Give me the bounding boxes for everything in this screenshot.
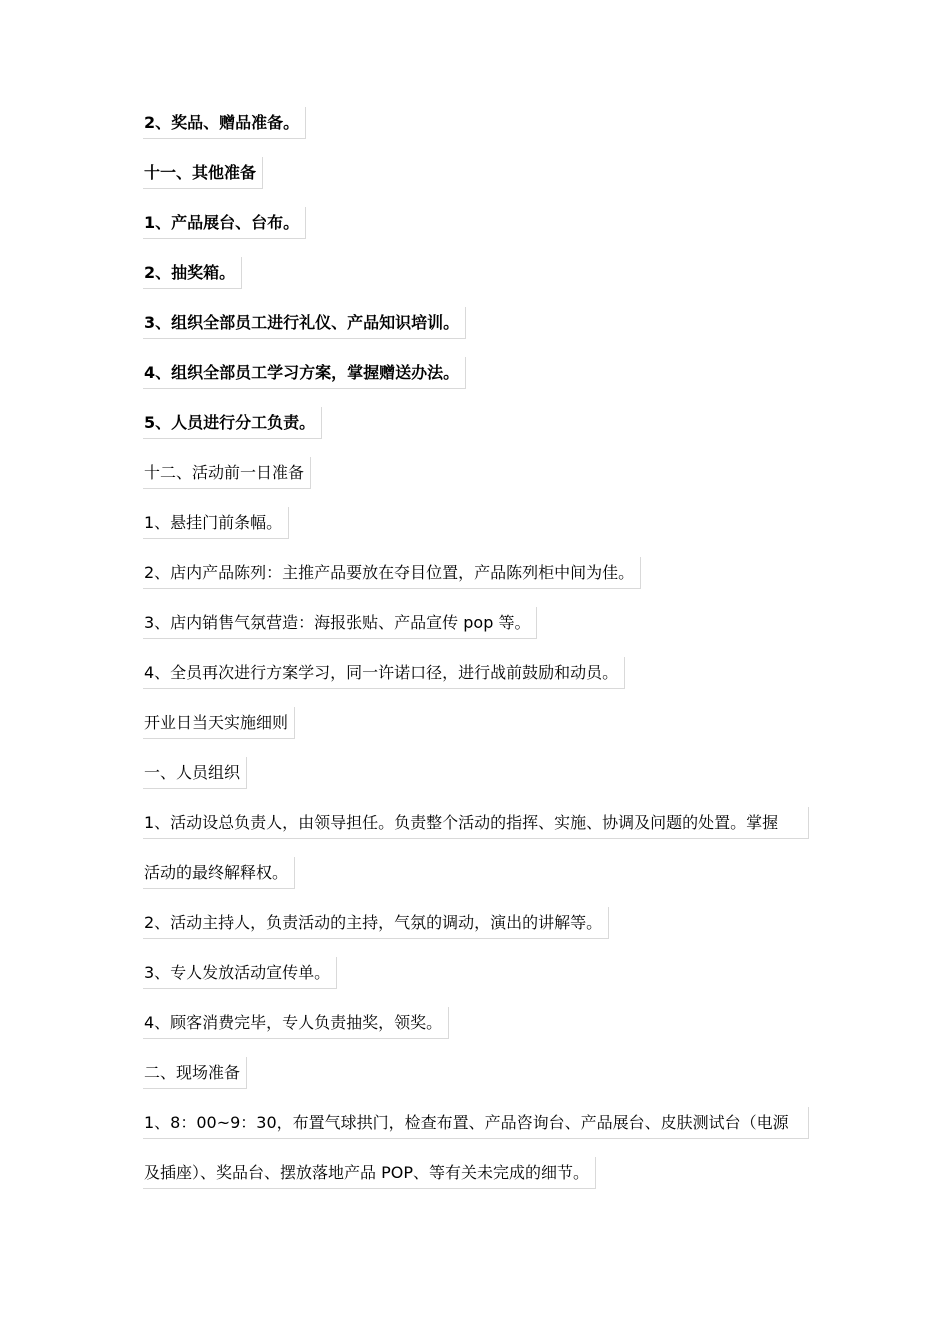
line-text: 4、顾客消费完毕，专人负责抽奖，领奖。 bbox=[143, 1007, 449, 1039]
line-text: 二、现场准备 bbox=[143, 1057, 247, 1089]
line-text: 十二、活动前一日准备 bbox=[143, 457, 311, 489]
text-line bbox=[143, 507, 823, 557]
line-text: 2、店内产品陈列：主推产品要放在夺目位置，产品陈列柜中间为佳。 bbox=[143, 557, 641, 589]
text-line bbox=[143, 557, 823, 607]
line-text: 2、活动主持人，负责活动的主持，气氛的调动，演出的讲解等。 bbox=[143, 907, 609, 939]
document-body bbox=[143, 107, 823, 1207]
text-line bbox=[143, 1007, 823, 1057]
line-text: 1、8：00~9：30，布置气球拱门，检查布置、产品咨询台、产品展台、皮肤测试台（电源 bbox=[143, 1107, 809, 1139]
text-line bbox=[143, 157, 823, 207]
line-text: 5、人员进行分工负责。 bbox=[143, 407, 322, 439]
line-text: 2、抽奖箱。 bbox=[143, 257, 242, 289]
text-line bbox=[143, 307, 823, 357]
text-line bbox=[143, 457, 823, 507]
text-line bbox=[143, 957, 823, 1007]
line-text: 活动的最终解释权。 bbox=[143, 857, 295, 889]
line-text: 3、专人发放活动宣传单。 bbox=[143, 957, 337, 989]
line-text: 1、活动设总负责人，由领导担任。负责整个活动的指挥、实施、协调及问题的处置。掌握 bbox=[143, 807, 809, 839]
text-line bbox=[143, 807, 823, 857]
text-line bbox=[143, 1157, 823, 1207]
line-text: 一、人员组织 bbox=[143, 757, 247, 789]
line-text: 4、全员再次进行方案学习，同一许诺口径，进行战前鼓励和动员。 bbox=[143, 657, 625, 689]
line-text: 2、奖品、赠品准备。 bbox=[143, 107, 306, 139]
line-text: 3、店内销售气氛营造：海报张贴、产品宣传 pop 等。 bbox=[143, 607, 537, 639]
text-line bbox=[143, 407, 823, 457]
line-text: 3、组织全部员工进行礼仪、产品知识培训。 bbox=[143, 307, 466, 339]
text-line bbox=[143, 857, 823, 907]
text-line bbox=[143, 1107, 823, 1157]
line-text: 4、组织全部员工学习方案，掌握赠送办法。 bbox=[143, 357, 466, 389]
text-line bbox=[143, 907, 823, 957]
line-text: 开业日当天实施细则 bbox=[143, 707, 295, 739]
line-text: 1、悬挂门前条幅。 bbox=[143, 507, 289, 539]
line-text: 十一、其他准备 bbox=[143, 157, 263, 189]
text-line bbox=[143, 357, 823, 407]
text-line bbox=[143, 107, 823, 157]
text-line bbox=[143, 707, 823, 757]
text-line bbox=[143, 657, 823, 707]
text-line bbox=[143, 207, 823, 257]
text-line bbox=[143, 607, 823, 657]
text-line bbox=[143, 257, 823, 307]
line-text: 及插座）、奖品台、摆放落地产品 POP、等有关未完成的细节。 bbox=[143, 1157, 596, 1189]
line-text: 1、产品展台、台布。 bbox=[143, 207, 306, 239]
text-line bbox=[143, 757, 823, 807]
text-line bbox=[143, 1057, 823, 1107]
